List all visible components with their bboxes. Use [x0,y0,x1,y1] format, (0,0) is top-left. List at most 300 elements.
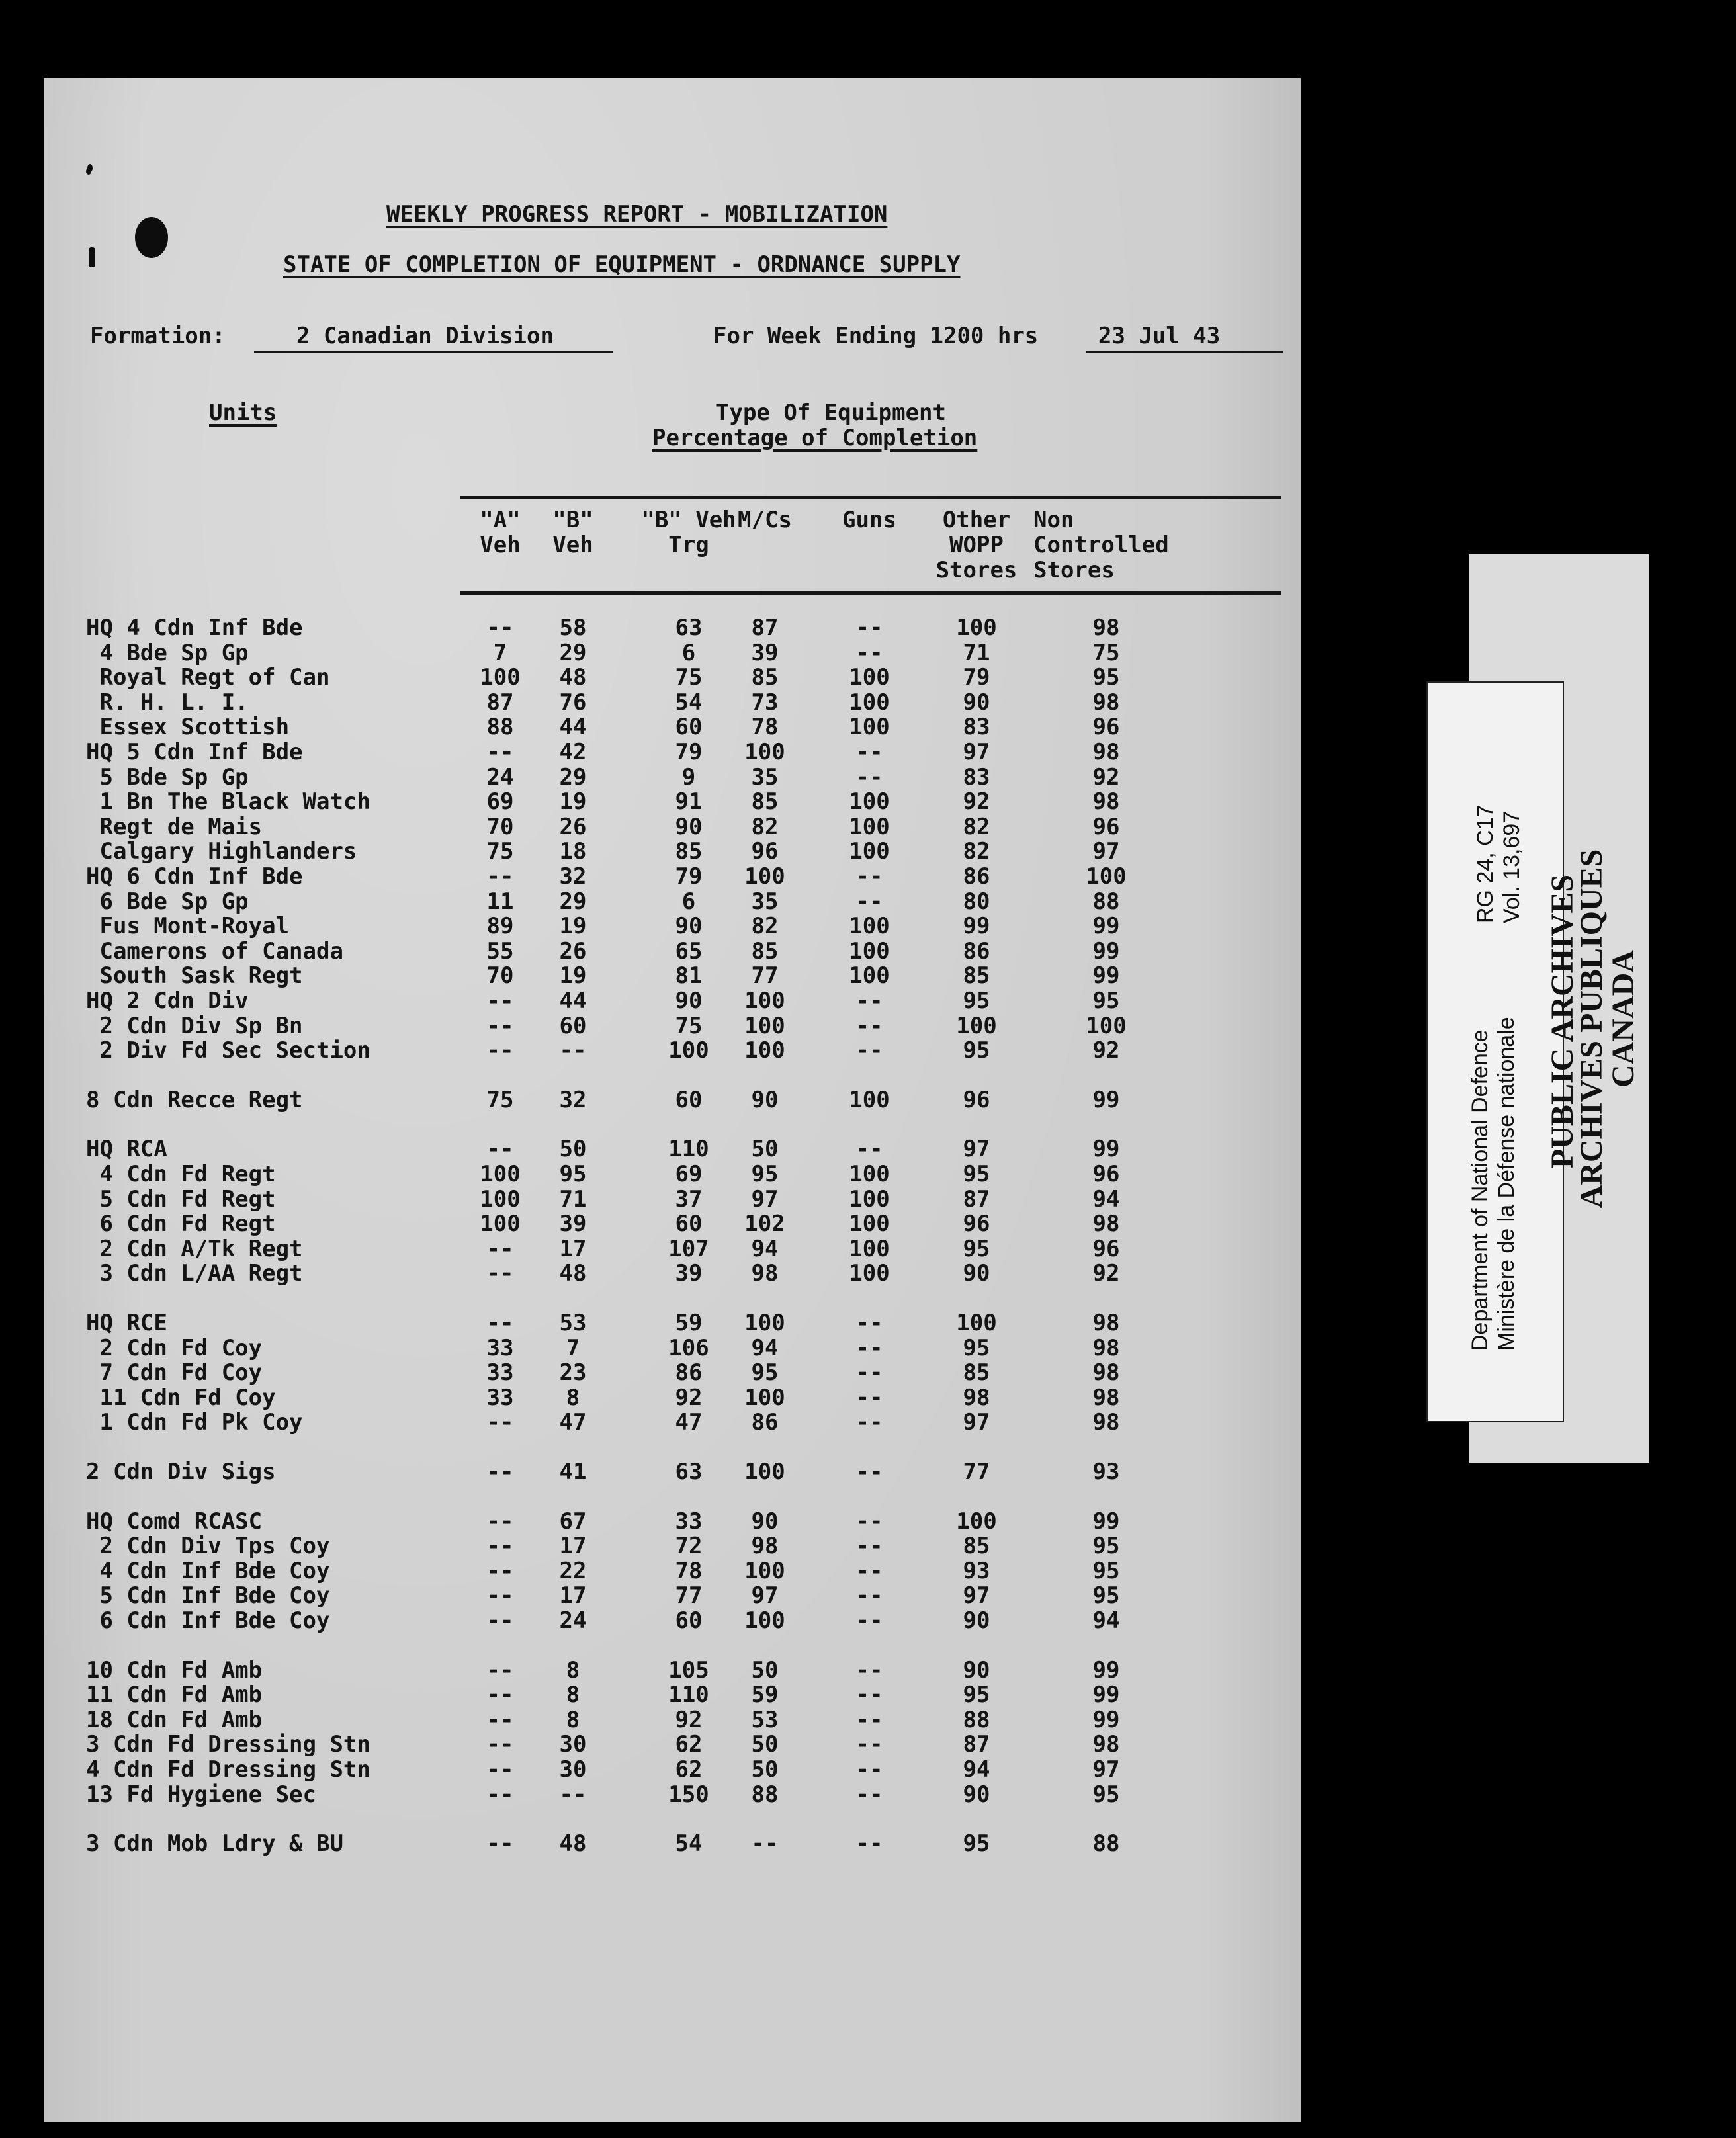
value-cell: 94 [963,1756,990,1783]
value-cell: 78 [751,714,779,740]
table-row [44,1088,1301,1113]
table-row [44,1831,1301,1856]
value-cell: 6 [681,640,696,666]
value-cell: 96 [751,838,779,865]
archives-line-2: ARCHIVES PUBLIQUES [1574,849,1609,1209]
value-cell: 24 [486,764,514,791]
value-cell: 94 [1092,1186,1120,1213]
value-cell: 79 [963,664,990,691]
value-cell: 23 [559,1359,587,1386]
value-cell: 100 [956,1310,997,1336]
unit-name: Regt de Mais [86,814,263,840]
value-cell: 95 [963,1236,990,1262]
column-header-line: "A" [480,507,521,533]
column-header-line: M/Cs [738,507,792,533]
unit-name: 7 Cdn Fd Coy [86,1359,263,1386]
value-cell: 17 [559,1236,587,1262]
table-row [44,1410,1301,1435]
archives-line-3: CANADA [1606,950,1641,1088]
value-cell: 69 [486,789,514,815]
table-row [44,1360,1301,1385]
value-cell: 93 [963,1558,990,1584]
value-cell: 100 [744,739,785,765]
value-cell: 92 [675,1707,703,1733]
unit-name: R. H. L. I. [86,689,249,716]
table-row [44,714,1301,740]
unit-name: Fus Mont-Royal [86,913,290,939]
value-cell: 92 [963,789,990,815]
table-row [44,939,1301,964]
column-header-line: Veh [480,532,521,558]
value-cell: 7 [493,640,507,666]
value-cell: 75 [1092,640,1120,666]
value-cell: -- [855,1136,883,1162]
value-cell: 100 [1086,1013,1127,1039]
value-cell: -- [486,1236,514,1262]
value-cell: -- [855,1013,883,1039]
value-cell: 83 [963,714,990,740]
value-cell: 100 [1086,863,1127,890]
value-cell: 8 [566,1657,580,1684]
column-header-line: Controlled [1033,532,1169,558]
table-row [44,765,1301,790]
value-cell: 82 [751,814,779,840]
value-cell: 100 [744,1607,785,1634]
value-cell: 26 [559,814,587,840]
value-cell: 97 [963,1409,990,1435]
value-cell: 98 [1092,1310,1120,1336]
value-cell: 94 [751,1236,779,1262]
value-cell: -- [855,1508,883,1535]
value-cell: 33 [486,1385,514,1411]
value-cell: -- [855,1582,883,1609]
value-cell: 96 [1092,814,1120,840]
value-cell: -- [486,1756,514,1783]
unit-name: 3 Cdn L/AA Regt [86,1260,303,1287]
value-cell: -- [486,1459,514,1485]
value-cell: 100 [480,1186,521,1213]
unit-name: 8 Cdn Recce Regt [86,1087,303,1113]
value-cell: -- [486,1533,514,1559]
value-cell: 95 [1092,664,1120,691]
table-row [44,1211,1301,1236]
value-cell: 95 [963,1335,990,1361]
value-cell: -- [855,888,883,915]
value-cell: 90 [963,1657,990,1684]
value-cell: -- [855,1607,883,1634]
value-cell: 100 [849,814,890,840]
value-cell: 95 [1092,1582,1120,1609]
table-row [44,665,1301,690]
value-cell: 102 [744,1211,785,1237]
unit-name: 11 Cdn Fd Coy [86,1385,276,1411]
value-cell: -- [855,1037,883,1064]
archive-ref-1: RG 24, C17 [1473,804,1498,923]
value-cell: 26 [559,938,587,964]
value-cell: 29 [559,888,587,915]
value-cell: 86 [963,938,990,964]
ink-mark [89,247,95,267]
value-cell: -- [855,1830,883,1857]
value-cell: 62 [675,1756,703,1783]
value-cell: 99 [1092,1136,1120,1162]
unit-name: 6 Cdn Inf Bde Coy [86,1607,330,1634]
value-cell: 29 [559,764,587,791]
value-cell: 95 [963,1682,990,1708]
column-header-line: Non [1033,507,1074,533]
value-cell: 99 [1092,938,1120,964]
value-cell: 19 [559,962,587,989]
value-cell: 86 [963,863,990,890]
unit-name: 2 Div Fd Sec Section [86,1037,370,1064]
value-cell: 98 [1092,1385,1120,1411]
value-cell: 24 [559,1607,587,1634]
value-cell: 44 [559,714,587,740]
table-row [44,963,1301,988]
value-cell: 77 [751,962,779,989]
value-cell: 96 [1092,1236,1120,1262]
table-row [44,1732,1301,1757]
unit-name: 2 Cdn Div Tps Coy [86,1533,330,1559]
table-row [44,1261,1301,1286]
column-header-line: "B" Veh [641,507,736,533]
value-cell: 88 [486,714,514,740]
unit-name: 4 Bde Sp Gp [86,640,249,666]
unit-name: 13 Fd Hygiene Sec [86,1781,316,1808]
value-cell: -- [855,863,883,890]
unit-name: 18 Cdn Fd Amb [86,1707,263,1733]
table-row [44,1013,1301,1039]
table-row [44,1162,1301,1187]
value-cell: 8 [566,1682,580,1708]
value-cell: 60 [675,714,703,740]
value-cell: -- [855,739,883,765]
value-cell: 60 [675,1211,703,1237]
value-cell: 92 [1092,1037,1120,1064]
value-cell: 59 [675,1310,703,1336]
units-heading: Units [209,400,277,426]
unit-name: 11 Cdn Fd Amb [86,1682,263,1708]
value-cell: 90 [675,913,703,939]
value-cell: 60 [559,1013,587,1039]
value-cell: 87 [963,1731,990,1758]
value-cell: 17 [559,1533,587,1559]
value-cell: 98 [1092,739,1120,765]
value-cell: 71 [559,1186,587,1213]
unit-name: Essex Scottish [86,714,290,740]
unit-name: HQ 4 Cdn Inf Bde [86,615,303,641]
value-cell: 55 [486,938,514,964]
value-cell: 95 [1092,1533,1120,1559]
value-cell: 85 [675,838,703,865]
column-header-line: "B" [552,507,593,533]
value-cell: -- [855,1385,883,1411]
table-row [44,1385,1301,1410]
value-cell: 50 [559,1136,587,1162]
value-cell: 100 [744,1459,785,1485]
value-cell: 77 [675,1582,703,1609]
table-row [44,1658,1301,1683]
value-cell: -- [486,1260,514,1287]
value-cell: 88 [1092,1830,1120,1857]
value-cell: 85 [963,1533,990,1559]
value-cell: 90 [751,1508,779,1535]
value-cell: 99 [963,913,990,939]
value-cell: 93 [1092,1459,1120,1485]
unit-name: 1 Bn The Black Watch [86,789,370,815]
value-cell: 100 [480,1211,521,1237]
value-cell: -- [486,1657,514,1684]
value-cell: -- [486,1409,514,1435]
value-cell: 100 [849,962,890,989]
value-cell: 18 [559,838,587,865]
unit-name: 1 Cdn Fd Pk Coy [86,1409,303,1435]
value-cell: 100 [744,1385,785,1411]
value-cell: 100 [744,1013,785,1039]
value-cell: 32 [559,1087,587,1113]
value-cell: -- [855,1459,883,1485]
value-cell: 86 [751,1409,779,1435]
formation-value: 2 Canadian Division [296,323,554,349]
value-cell: 8 [566,1707,580,1733]
department-fr: Ministère de la Défense nationale [1494,1017,1519,1351]
value-cell: 19 [559,913,587,939]
value-cell: 82 [963,814,990,840]
unit-name: 6 Cdn Fd Regt [86,1211,276,1237]
unit-name: HQ Comd RCASC [86,1508,263,1535]
value-cell: 88 [751,1781,779,1808]
value-cell: 87 [963,1186,990,1213]
value-cell: 53 [559,1310,587,1336]
value-cell: 95 [1092,1781,1120,1808]
unit-name: 6 Bde Sp Gp [86,888,249,915]
value-cell: 98 [1092,615,1120,641]
value-cell: -- [855,1409,883,1435]
value-cell: 65 [675,938,703,964]
table-row [44,889,1301,914]
unit-name: 4 Cdn Fd Regt [86,1161,276,1187]
value-cell: 86 [675,1359,703,1386]
value-cell: 100 [956,615,997,641]
value-cell: 94 [751,1335,779,1361]
value-cell: 63 [675,615,703,641]
value-cell: -- [855,1310,883,1336]
value-cell: 91 [675,789,703,815]
value-cell: 33 [675,1508,703,1535]
value-cell: 39 [559,1211,587,1237]
table-row [44,1533,1301,1559]
archives-line-1: PUBLIC ARCHIVES [1545,874,1580,1169]
value-cell: 95 [963,1037,990,1064]
value-cell: 97 [751,1582,779,1609]
value-cell: 48 [559,664,587,691]
unit-name: 5 Bde Sp Gp [86,764,249,791]
value-cell: -- [751,1830,779,1857]
document-page [44,78,1301,2122]
value-cell: 96 [963,1211,990,1237]
table-row [44,1187,1301,1212]
table-row [44,1608,1301,1633]
value-cell: -- [486,1607,514,1634]
value-cell: 100 [956,1508,997,1535]
unit-name: 5 Cdn Inf Bde Coy [86,1582,330,1609]
column-header-line: Stores [1033,557,1115,583]
value-cell: 100 [744,1558,785,1584]
value-cell: 35 [751,764,779,791]
value-cell: 59 [751,1682,779,1708]
value-cell: 97 [963,1136,990,1162]
value-cell: 100 [849,838,890,865]
value-cell: 47 [675,1409,703,1435]
unit-name: 2 Cdn Div Sigs [86,1459,276,1485]
value-cell: 95 [1092,988,1120,1014]
value-cell: 98 [1092,1409,1120,1435]
week-value: 23 Jul 43 [1098,323,1221,349]
value-cell: 32 [559,863,587,890]
value-cell: 90 [963,1607,990,1634]
table-top-rule [460,496,1281,499]
value-cell: 100 [956,1013,997,1039]
unit-name: 2 Cdn Fd Coy [86,1335,263,1361]
value-cell: 83 [963,764,990,791]
value-cell: 30 [559,1756,587,1783]
unit-name: 3 Cdn Fd Dressing Stn [86,1731,370,1758]
value-cell: 100 [849,938,890,964]
value-cell: 47 [559,1409,587,1435]
value-cell: 79 [675,739,703,765]
value-cell: 100 [849,714,890,740]
value-cell: 98 [1092,1211,1120,1237]
value-cell: -- [855,640,883,666]
value-cell: -- [486,1707,514,1733]
value-cell: -- [855,1558,883,1584]
formation-label: Formation: [90,323,226,349]
value-cell: -- [855,1359,883,1386]
type-heading: Type Of Equipment [716,400,946,426]
value-cell: 48 [559,1830,587,1857]
value-cell: 76 [559,689,587,716]
value-cell: -- [486,1582,514,1609]
value-cell: -- [486,615,514,641]
value-cell: 54 [675,1830,703,1857]
value-cell: -- [486,1731,514,1758]
value-cell: 96 [1092,1161,1120,1187]
table-row [44,839,1301,864]
week-label: For Week Ending 1200 hrs [713,323,1039,349]
table-row [44,1136,1301,1162]
value-cell: 98 [1092,1335,1120,1361]
value-cell: 62 [675,1731,703,1758]
value-cell: -- [855,988,883,1014]
value-cell: -- [486,1781,514,1808]
unit-name: HQ 6 Cdn Inf Bde [86,863,303,890]
value-cell: -- [486,1682,514,1708]
unit-name: 5 Cdn Fd Regt [86,1186,276,1213]
table-row [44,1236,1301,1261]
value-cell: 69 [675,1161,703,1187]
value-cell: 98 [963,1385,990,1411]
value-cell: 107 [668,1236,709,1262]
value-cell: 99 [1092,1508,1120,1535]
value-cell: 78 [675,1558,703,1584]
value-cell: 95 [963,1161,990,1187]
department-en: Department of National Defence [1467,1029,1493,1351]
table-row [44,1459,1301,1484]
value-cell: 100 [849,1161,890,1187]
value-cell: 110 [668,1682,709,1708]
value-cell: 75 [675,664,703,691]
value-cell: 100 [849,913,890,939]
unit-name: 3 Cdn Mob Ldry & BU [86,1830,343,1857]
value-cell: 82 [963,838,990,865]
table-row [44,914,1301,939]
unit-name: 2 Cdn A/Tk Regt [86,1236,303,1262]
value-cell: 100 [744,988,785,1014]
value-cell: 48 [559,1260,587,1287]
unit-name: 4 Cdn Fd Dressing Stn [86,1756,370,1783]
column-header-line: Guns [842,507,896,533]
column-header-line: Veh [552,532,593,558]
value-cell: 98 [751,1260,779,1287]
value-cell: 9 [681,764,696,791]
table-row [44,1682,1301,1707]
value-cell: 97 [963,739,990,765]
report-subtitle: STATE OF COMPLETION OF EQUIPMENT - ORDNANCE SUPPLY [283,251,961,278]
value-cell: 95 [751,1359,779,1386]
value-cell: -- [486,863,514,890]
value-cell: 100 [480,1161,521,1187]
value-cell: 97 [963,1582,990,1609]
percentage-heading: Percentage of Completion [652,425,978,451]
value-cell: 85 [963,1359,990,1386]
unit-name: 10 Cdn Fd Amb [86,1657,263,1684]
value-cell: 98 [1092,689,1120,716]
table-header-rule [460,591,1281,595]
column-header-line: Other [942,507,1011,533]
value-cell: 35 [751,888,779,915]
report-title: WEEKLY PROGRESS REPORT - MOBILIZATION [386,201,888,228]
value-cell: 90 [963,1260,990,1287]
value-cell: 88 [1092,888,1120,915]
table-row [44,1336,1301,1361]
value-cell: -- [855,1781,883,1808]
value-cell: -- [855,1682,883,1708]
value-cell: 41 [559,1459,587,1485]
table-row [44,640,1301,665]
value-cell: 70 [486,962,514,989]
value-cell: 54 [675,689,703,716]
value-cell: 11 [486,888,514,915]
table-row [44,1583,1301,1608]
value-cell: 97 [1092,838,1120,865]
value-cell: 82 [751,913,779,939]
unit-name: Calgary Highlanders [86,838,357,865]
value-cell: 81 [675,962,703,989]
value-cell: 90 [675,814,703,840]
value-cell: 85 [751,789,779,815]
archive-ref-2: Vol. 13,697 [1499,810,1524,923]
value-cell: -- [486,1013,514,1039]
table-row [44,789,1301,814]
unit-name: South Sask Regt [86,962,303,989]
value-cell: 99 [1092,962,1120,989]
value-cell: -- [486,988,514,1014]
value-cell: 95 [559,1161,587,1187]
week-underline [1086,351,1283,353]
unit-name: 2 Cdn Div Sp Bn [86,1013,303,1039]
value-cell: 96 [963,1087,990,1113]
ink-blot [135,217,168,258]
